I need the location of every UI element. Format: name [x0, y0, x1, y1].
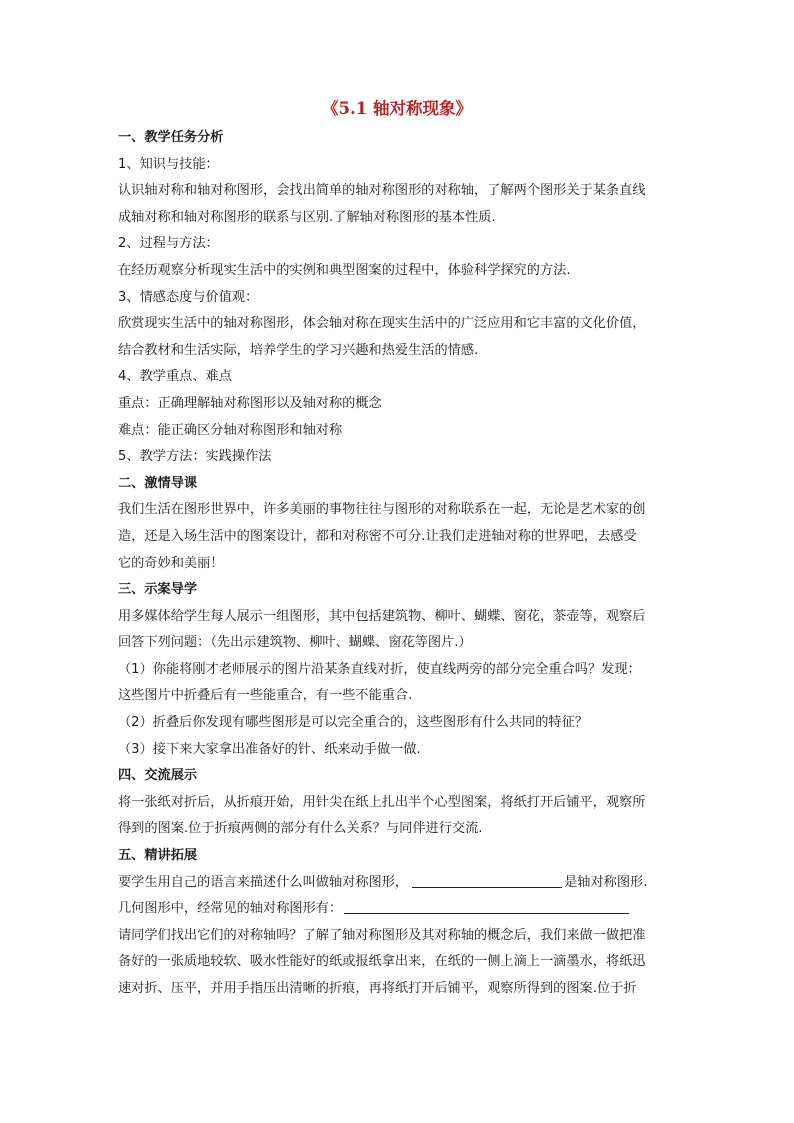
- paragraph-line: 成轴对称和轴对称图形的联系与区别.了解轴对称图形的基本性质.: [118, 209, 496, 225]
- paragraph-line: 回答下列问题：（先出示建筑物、柳叶、蝴蝶、窗花等图片.）: [118, 635, 472, 651]
- paragraph-line: 1、知识与技能：: [118, 156, 219, 172]
- document-body: [118, 125, 676, 1003]
- paragraph-line: （2）折叠后你发现有哪些图形是可以完全重合的，这些图形有什么共同的特征？: [118, 715, 588, 731]
- section-heading: 二、激情导课: [118, 475, 198, 491]
- paragraph-line: 4、教学重点、难点: [118, 369, 232, 385]
- paragraph-line: 它的奇妙和美丽！: [118, 555, 224, 571]
- paragraph-line: 在经历观察分析现实生活中的实例和典型图案的过程中，体验科学探究的方法.: [118, 262, 571, 278]
- paragraph-line: 结合教材和生活实际，培养学生的学习兴趣和热爱生活的情感.: [118, 342, 479, 358]
- paragraph-line: 将一张纸对折后，从折痕开始，用针尖在纸上扎出半个心型图案，将纸打开后铺平，观察所: [118, 794, 646, 810]
- answer-blank[interactable]: [412, 873, 562, 888]
- fill-in-suffix: 是轴对称图形.: [564, 874, 648, 890]
- fill-in-line-examples: [118, 896, 676, 923]
- paragraph-line: 备好的一张质地较软、吸水性能好的纸或报纸拿出来，在纸的一侧上滴上一滴墨水，将纸迅: [118, 954, 646, 970]
- tail-lines: [118, 923, 676, 1003]
- section-heading: 四、交流展示: [118, 768, 198, 784]
- paragraph-line: 造，还是入场生活中的图案设计，都和对称密不可分.让我们走进轴对称的世界吧，去感受: [118, 528, 637, 544]
- paragraph-line: 请同学们找出它们的对称轴吗？了解了轴对称图形及其对称轴的概念后，我们来做一做把准: [118, 927, 646, 943]
- main-lines: [118, 125, 676, 870]
- paragraph-line: 得到的图案.位于折痕两侧的部分有什么关系？与同伴进行交流.: [118, 821, 483, 837]
- section-heading: 三、示案导学: [118, 582, 198, 598]
- paragraph-line: 难点：能正确区分轴对称图形和轴对称: [118, 422, 343, 438]
- paragraph-line: 速对折、压平，并用手指压出清晰的折痕，再将纸打开后铺平，观察所得到的图案.位于折: [118, 981, 637, 996]
- paragraph-line: 重点：正确理解轴对称图形以及轴对称的概念: [118, 395, 382, 411]
- section-heading: 五、精讲拓展: [118, 848, 198, 864]
- paragraph-line: 欣赏现实生活中的轴对称图形，体会轴对称在现实生活中的广泛应用和它丰富的文化价值，: [118, 316, 646, 332]
- document-title: 《5.1 轴对称现象》: [322, 99, 472, 118]
- paragraph-line: 5、教学方法：实践操作法: [118, 449, 272, 465]
- fill-in-line-definition: [118, 870, 676, 897]
- paragraph-line: 我们生活在图形世界中，许多美丽的事物往往与图形的对称联系在一起，无论是艺术家的创: [118, 502, 646, 518]
- paragraph-line: 2、过程与方法：: [118, 236, 219, 252]
- paragraph-line: 用多媒体给学生每人展示一组图形，其中包括建筑物、柳叶、蝴蝶、窗花，茶壶等，观察后: [118, 608, 646, 624]
- answer-blank[interactable]: [344, 899, 629, 914]
- paragraph-line: （3）接下来大家拿出准备好的针、纸来动手做一做.: [118, 741, 421, 757]
- paragraph-line: （1）你能将刚才老师展示的图片沿某条直线对折，使直线两旁的部分完全重合吗？发现：: [118, 661, 641, 677]
- fill-in-prefix: 几何图形中，经常见的轴对称图形有：: [118, 901, 343, 917]
- paragraph-line: 这些图片中折叠后有一些能重合，有一些不能重合.: [118, 688, 413, 704]
- paragraph-line: 认识轴对称和轴对称图形，会找出简单的轴对称图形的对称轴，了解两个图形关于某条直线: [118, 183, 646, 199]
- section-heading: 一、教学任务分析: [118, 130, 224, 145]
- paragraph-line: 3、情感态度与价值观：: [118, 289, 259, 305]
- fill-in-prefix: 要学生用自己的语言来描述什么叫做轴对称图形，: [118, 874, 409, 890]
